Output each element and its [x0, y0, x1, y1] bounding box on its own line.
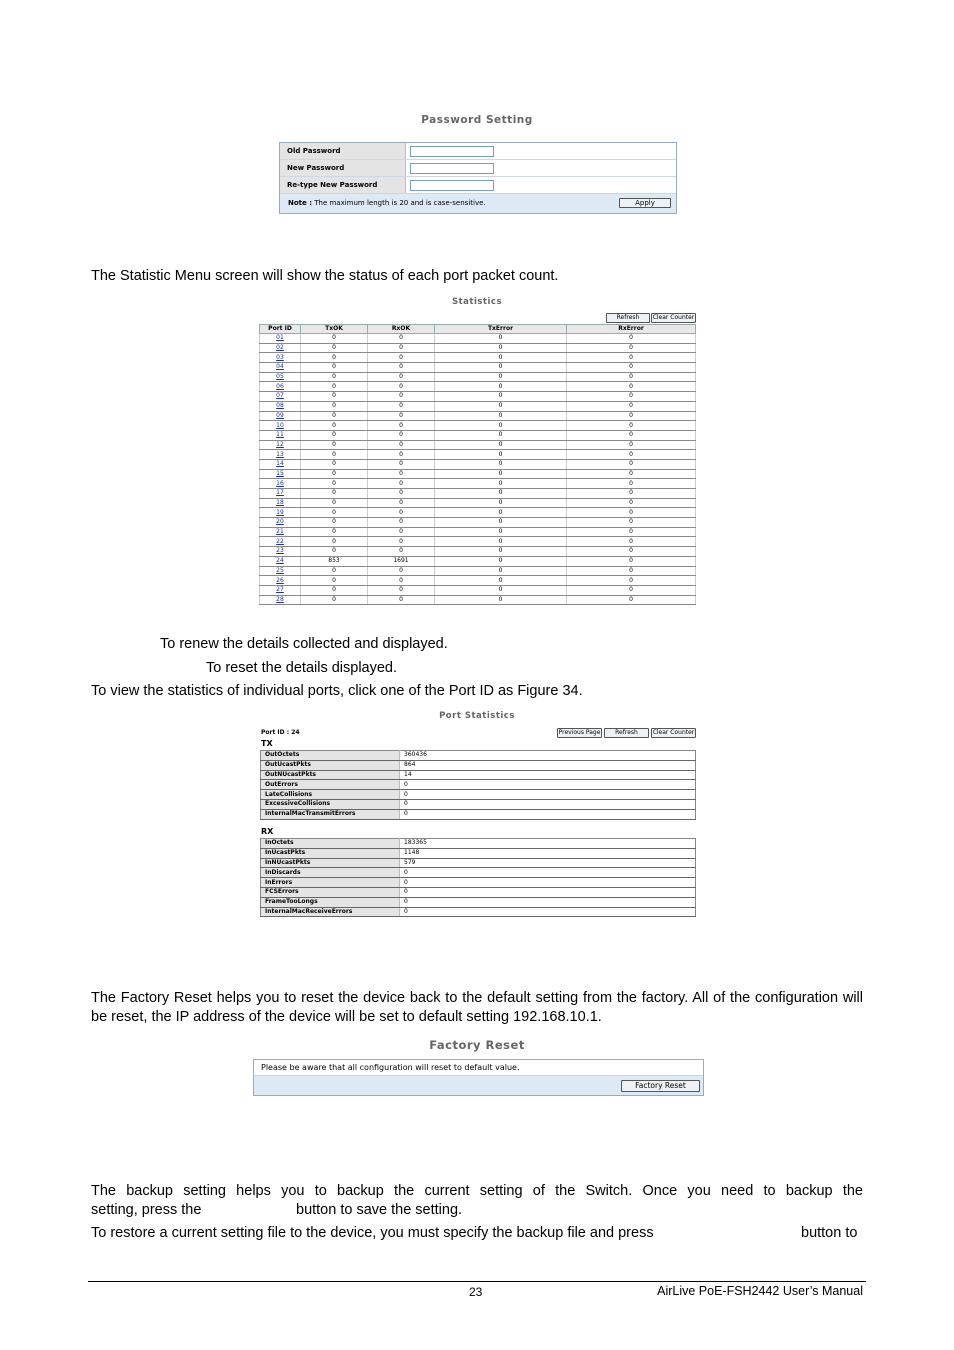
table-cell: 0: [567, 527, 696, 537]
footer-rule: [88, 1281, 866, 1282]
port-id-cell: [260, 459, 301, 469]
port-id-link[interactable]: 03: [276, 353, 284, 361]
port-id-link[interactable]: 21: [276, 528, 284, 536]
old-password-label: Old Password: [280, 143, 406, 159]
stat-name: InternalMacTransmitErrors: [261, 809, 400, 819]
table-cell: 0: [368, 343, 435, 353]
stat-name: OutNUcastPkts: [261, 770, 400, 780]
table-cell: 0: [567, 547, 696, 557]
port-clear-counter-button[interactable]: Clear Counter: [652, 729, 695, 736]
col-rxerror: RxError: [567, 325, 696, 334]
table-row: [260, 421, 696, 431]
stat-name: OutOctets: [261, 751, 400, 761]
table-row: [260, 430, 696, 440]
table-cell: 0: [435, 353, 567, 363]
table-row: [260, 459, 696, 469]
port-id-cell: [260, 450, 301, 460]
stat-value: 0: [400, 878, 696, 888]
table-cell: 0: [368, 372, 435, 382]
table-row: [261, 907, 696, 917]
table-cell: 0: [301, 527, 368, 537]
port-id-cell: [260, 537, 301, 547]
table-cell: 0: [301, 450, 368, 460]
port-id-cell: [260, 566, 301, 576]
new-password-label: New Password: [280, 160, 406, 176]
table-cell: 0: [567, 459, 696, 469]
statistics-intro: The Statistic Menu screen will show the status of each port packet count.: [91, 268, 559, 284]
stat-name: InUcastPkts: [261, 848, 400, 858]
table-row: [261, 770, 696, 780]
table-cell: 0: [368, 363, 435, 373]
page-number: 23: [469, 1285, 483, 1299]
table-cell: 0: [301, 411, 368, 421]
table-cell: 0: [368, 547, 435, 557]
table-cell: 0: [301, 363, 368, 373]
table-cell: 0: [368, 576, 435, 586]
table-cell: 0: [301, 440, 368, 450]
stat-value: 0: [400, 887, 696, 897]
port-id-cell: [260, 353, 301, 363]
port-id-link[interactable]: 24: [276, 557, 284, 565]
table-row: [261, 878, 696, 888]
table-cell: 0: [567, 334, 696, 344]
port-id-link[interactable]: 14: [276, 460, 284, 468]
port-id-link[interactable]: 22: [276, 537, 284, 545]
backup-text-line1: The backup setting helps you to backup the current setting of the Switch. Once you need to backup the: [91, 1183, 863, 1199]
table-cell: 0: [567, 556, 696, 566]
table-cell: 0: [301, 518, 368, 528]
stat-value: 0: [400, 790, 696, 800]
table-row: [260, 450, 696, 460]
port-id-link[interactable]: 07: [276, 392, 284, 400]
table-cell: 0: [368, 411, 435, 421]
table-row: [260, 334, 696, 344]
port-id-link[interactable]: 28: [276, 595, 284, 603]
table-cell: 0: [435, 343, 567, 353]
port-id-link[interactable]: 23: [276, 547, 284, 555]
table-cell: 0: [368, 585, 435, 595]
table-cell: 0: [301, 585, 368, 595]
port-id-cell: [260, 547, 301, 557]
table-cell: 0: [435, 527, 567, 537]
table-cell: 0: [435, 537, 567, 547]
port-id-link[interactable]: 12: [276, 440, 284, 448]
table-cell: 0: [567, 363, 696, 373]
table-cell: 0: [301, 498, 368, 508]
table-row: [260, 382, 696, 392]
table-row: [261, 790, 696, 800]
table-row: [260, 353, 696, 363]
port-id-link[interactable]: 11: [276, 431, 284, 439]
stat-name: InternalMacReceiveErrors: [261, 907, 400, 917]
table-cell: 0: [435, 547, 567, 557]
previous-page-button[interactable]: Previous Page: [558, 729, 601, 736]
table-cell: 0: [567, 489, 696, 499]
table-row: [261, 897, 696, 907]
table-cell: 0: [567, 421, 696, 431]
port-id-link[interactable]: 16: [276, 479, 284, 487]
table-cell: 0: [567, 537, 696, 547]
table-row: [260, 556, 696, 566]
table-cell: 0: [435, 489, 567, 499]
table-cell: 0: [368, 421, 435, 431]
port-id-link[interactable]: 02: [276, 344, 284, 352]
statistics-caption: Statistics: [451, 297, 503, 307]
manual-title: AirLive PoE-FSH2442 User’s Manual: [657, 1284, 863, 1298]
port-id-cell: [260, 518, 301, 528]
table-row: [261, 809, 696, 819]
table-cell: 0: [301, 508, 368, 518]
table-cell: 0: [567, 372, 696, 382]
port-id-cell: [260, 527, 301, 537]
port-id-link[interactable]: 20: [276, 518, 284, 526]
port-id-cell: [260, 401, 301, 411]
table-cell: 0: [435, 585, 567, 595]
table-cell: 0: [567, 401, 696, 411]
table-cell: 0: [301, 566, 368, 576]
table-cell: 0: [435, 334, 567, 344]
factory-reset-paragraph: [91, 989, 863, 1027]
port-id-link[interactable]: 19: [276, 508, 284, 516]
table-row: [260, 595, 696, 605]
table-cell: 0: [567, 382, 696, 392]
table-cell: 0: [567, 450, 696, 460]
table-cell: 0: [301, 421, 368, 431]
retype-password-input[interactable]: [410, 180, 494, 191]
table-cell: 0: [368, 498, 435, 508]
port-id-link[interactable]: 06: [276, 382, 284, 390]
col-rxok: RxOK: [368, 325, 435, 334]
table-row: [260, 401, 696, 411]
stat-value: 0: [400, 897, 696, 907]
table-row: [260, 547, 696, 557]
rx-label: RX: [261, 827, 274, 836]
table-row: [261, 839, 696, 849]
table-cell: 0: [435, 595, 567, 605]
table-row: [261, 799, 696, 809]
table-cell: 1691: [368, 556, 435, 566]
table-row: [261, 868, 696, 878]
tx-label: TX: [261, 739, 273, 748]
table-cell: 0: [368, 537, 435, 547]
port-id-cell: [260, 498, 301, 508]
port-id-link[interactable]: 13: [276, 450, 284, 458]
table-row: [260, 392, 696, 402]
old-password-input[interactable]: [410, 146, 494, 157]
table-cell: 0: [435, 363, 567, 373]
port-id-link[interactable]: 09: [276, 411, 284, 419]
port-id-link[interactable]: 10: [276, 421, 284, 429]
table-cell: 0: [301, 537, 368, 547]
col-port-id: Port ID: [260, 325, 301, 334]
table-cell: 0: [301, 353, 368, 363]
stat-value: 14: [400, 770, 696, 780]
table-cell: 0: [301, 576, 368, 586]
stat-value: 0: [400, 809, 696, 819]
port-id-link[interactable]: 15: [276, 469, 284, 477]
backup-text-line2b: button to save the setting.: [296, 1202, 463, 1218]
table-row: [260, 363, 696, 373]
table-cell: 0: [301, 489, 368, 499]
table-cell: 0: [435, 498, 567, 508]
port-id-cell: [260, 595, 301, 605]
port-id-link[interactable]: 25: [276, 566, 284, 574]
table-row: [260, 585, 696, 595]
table-cell: 0: [435, 421, 567, 431]
table-cell: 0: [368, 479, 435, 489]
statistics-clear-counter-button[interactable]: Clear Counter: [652, 314, 695, 321]
table-row: [260, 411, 696, 421]
table-cell: 0: [567, 479, 696, 489]
table-row: [261, 760, 696, 770]
table-cell: 0: [567, 343, 696, 353]
port-id-cell: [260, 334, 301, 344]
stat-name: InNUcastPkts: [261, 858, 400, 868]
port-id-cell: [260, 421, 301, 431]
stat-value: 360436: [400, 751, 696, 761]
port-id-cell: [260, 585, 301, 595]
table-cell: 0: [301, 547, 368, 557]
password-setting-caption: Password Setting: [421, 114, 533, 126]
table-row: [260, 479, 696, 489]
table-cell: 0: [368, 527, 435, 537]
port-id-cell: [260, 469, 301, 479]
col-txok: TxOK: [301, 325, 368, 334]
table-cell: 0: [301, 459, 368, 469]
table-cell: 0: [368, 518, 435, 528]
stat-name: OutUcastPkts: [261, 760, 400, 770]
table-cell: 0: [435, 401, 567, 411]
table-cell: 0: [368, 566, 435, 576]
col-txerror: TxError: [435, 325, 567, 334]
port-id-cell: [260, 479, 301, 489]
table-row: [260, 372, 696, 382]
stat-name: FCSErrors: [261, 887, 400, 897]
table-row: [260, 498, 696, 508]
table-cell: 0: [301, 334, 368, 344]
port-id-link[interactable]: 17: [276, 489, 284, 497]
stat-value: 1148: [400, 848, 696, 858]
table-cell: 0: [301, 595, 368, 605]
table-cell: 0: [368, 440, 435, 450]
table-cell: 0: [435, 479, 567, 489]
table-row: [260, 518, 696, 528]
port-id-link[interactable]: 04: [276, 363, 284, 371]
statistics-header-row: [260, 325, 696, 334]
port-id-cell: [260, 372, 301, 382]
retype-password-row: [280, 177, 676, 194]
table-cell: 0: [301, 479, 368, 489]
stat-value: 0: [400, 868, 696, 878]
port-id-cell: [260, 363, 301, 373]
table-row: [260, 527, 696, 537]
table-cell: 0: [567, 508, 696, 518]
stat-name: LateCollisions: [261, 790, 400, 800]
table-cell: 0: [567, 498, 696, 508]
table-row: [260, 343, 696, 353]
port-id-link[interactable]: 05: [276, 373, 284, 381]
table-cell: 0: [435, 430, 567, 440]
refresh-description: To renew the details collected and displayed.: [160, 636, 448, 652]
table-cell: 0: [567, 566, 696, 576]
table-cell: 0: [301, 343, 368, 353]
stat-name: OutErrors: [261, 780, 400, 790]
port-id-cell: [260, 440, 301, 450]
table-cell: 0: [301, 372, 368, 382]
table-cell: 0: [435, 518, 567, 528]
port-id-cell: [260, 411, 301, 421]
factory-reset-caption: Factory Reset: [429, 1038, 525, 1052]
table-row: [260, 537, 696, 547]
stat-name: InErrors: [261, 878, 400, 888]
stat-value: 579: [400, 858, 696, 868]
stat-name: FrameTooLongs: [261, 897, 400, 907]
table-row: [260, 469, 696, 479]
table-cell: 0: [435, 450, 567, 460]
table-row: [260, 576, 696, 586]
new-password-input[interactable]: [410, 163, 494, 174]
table-cell: 0: [435, 576, 567, 586]
table-cell: 0: [368, 489, 435, 499]
table-cell: 0: [567, 353, 696, 363]
stat-value: 0: [400, 799, 696, 809]
port-id-cell: [260, 430, 301, 440]
port-id-cell: [260, 576, 301, 586]
table-cell: 0: [368, 401, 435, 411]
table-cell: 0: [435, 459, 567, 469]
restore-text-b: button to: [801, 1225, 858, 1241]
old-password-row: [280, 143, 676, 160]
clear-description: To reset the details displayed.: [206, 660, 398, 676]
port-id-link[interactable]: 18: [276, 499, 284, 507]
port-statistics-caption: Port Statistics: [439, 711, 515, 721]
port-id-link[interactable]: 27: [276, 586, 284, 594]
table-row: [261, 848, 696, 858]
table-row: [261, 751, 696, 761]
port-id-link[interactable]: 08: [276, 402, 284, 410]
table-row: [261, 887, 696, 897]
table-cell: 0: [368, 508, 435, 518]
stat-value: 864: [400, 760, 696, 770]
table-cell: 0: [301, 401, 368, 411]
port-id-link[interactable]: 01: [276, 334, 284, 342]
backup-text-line2a: setting, press the: [91, 1202, 202, 1218]
factory-reset-button[interactable]: Factory Reset: [621, 1080, 700, 1092]
table-cell: 0: [435, 382, 567, 392]
table-cell: 0: [301, 392, 368, 402]
port-view-text: To view the statistics of individual ports, click one of the Port ID as Figure 34.: [91, 683, 583, 699]
table-cell: 0: [368, 469, 435, 479]
password-setting-panel: [279, 142, 677, 214]
table-cell: 0: [567, 576, 696, 586]
table-cell: 0: [435, 392, 567, 402]
tx-statistics-table: [260, 750, 696, 820]
table-cell: 0: [567, 430, 696, 440]
table-cell: 0: [567, 585, 696, 595]
table-cell: 0: [301, 430, 368, 440]
table-cell: 0: [567, 440, 696, 450]
note-label: Note :: [288, 199, 312, 207]
table-cell: 0: [368, 334, 435, 344]
table-cell: 0: [435, 440, 567, 450]
table-cell: 0: [567, 411, 696, 421]
stat-value: 183365: [400, 839, 696, 849]
port-id-cell: [260, 556, 301, 566]
stat-value: 0: [400, 907, 696, 917]
factory-reset-text: The Factory Reset helps you to reset the device back to the default setting from the factory. All of the configuration will be reset, the IP address of the device will be set to default setting 192.168.10.1.: [91, 990, 863, 1025]
table-cell: 0: [368, 382, 435, 392]
port-refresh-button[interactable]: Refresh: [604, 728, 649, 738]
table-row: [260, 508, 696, 518]
table-row: [260, 566, 696, 576]
port-id-label: Port ID : 24: [261, 729, 300, 736]
port-id-link[interactable]: 26: [276, 576, 284, 584]
statistics-refresh-button[interactable]: Refresh: [606, 313, 650, 323]
stat-name: ExcessiveCollisions: [261, 799, 400, 809]
table-cell: 0: [435, 566, 567, 576]
retype-password-label: Re-type New Password: [280, 177, 406, 193]
table-cell: 0: [567, 469, 696, 479]
port-id-cell: [260, 392, 301, 402]
port-id-cell: [260, 489, 301, 499]
table-cell: 0: [435, 556, 567, 566]
table-cell: 0: [435, 508, 567, 518]
table-cell: 0: [301, 382, 368, 392]
password-note: [280, 194, 676, 213]
table-cell: 0: [368, 595, 435, 605]
table-cell: 0: [368, 353, 435, 363]
rx-statistics-table: [260, 838, 696, 917]
table-cell: 0: [368, 450, 435, 460]
table-cell: 0: [301, 469, 368, 479]
apply-button[interactable]: Apply: [619, 198, 671, 208]
table-cell: 0: [435, 469, 567, 479]
factory-reset-panel: [253, 1059, 704, 1096]
table-cell: 0: [368, 459, 435, 469]
table-cell: 853: [301, 556, 368, 566]
stat-value: 0: [400, 780, 696, 790]
port-id-cell: [260, 382, 301, 392]
stat-name: InDiscards: [261, 868, 400, 878]
stat-name: InOctets: [261, 839, 400, 849]
port-id-cell: [260, 343, 301, 353]
table-cell: 0: [435, 372, 567, 382]
table-cell: 0: [368, 430, 435, 440]
table-row: [260, 440, 696, 450]
table-cell: 0: [567, 595, 696, 605]
table-cell: 0: [435, 411, 567, 421]
table-cell: 0: [368, 392, 435, 402]
table-cell: 0: [567, 518, 696, 528]
restore-text-a: To restore a current setting file to the device, you must specify the backup file and press: [91, 1225, 654, 1241]
table-row: [261, 780, 696, 790]
table-row: [260, 489, 696, 499]
port-id-cell: [260, 508, 301, 518]
factory-reset-message: Please be aware that all configuration will reset to default value.: [254, 1060, 703, 1076]
table-cell: 0: [567, 392, 696, 402]
table-row: [261, 858, 696, 868]
statistics-table: [259, 324, 696, 605]
new-password-row: [280, 160, 676, 177]
note-text: The maximum length is 20 and is case-sensitive.: [312, 199, 486, 207]
